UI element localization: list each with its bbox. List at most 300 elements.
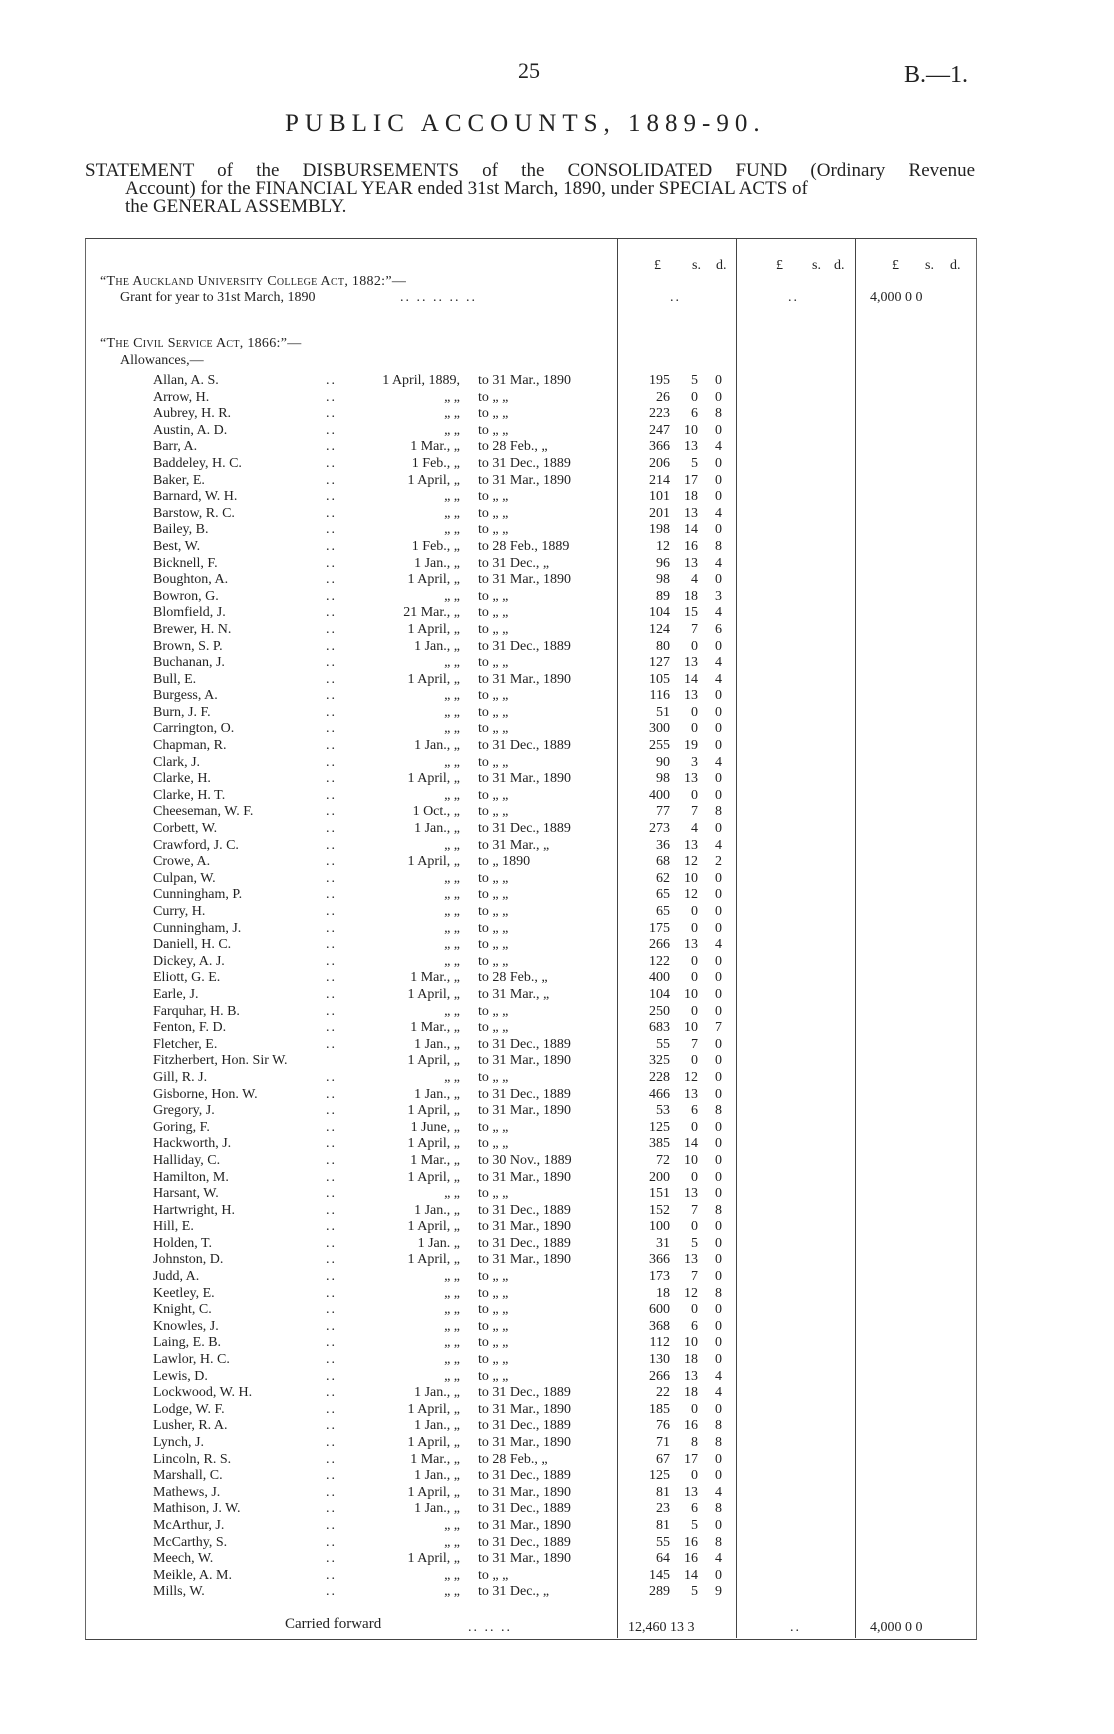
amount-pounds: 112 — [649, 1335, 670, 1351]
amount-pence: 0 — [715, 422, 722, 438]
amount-pounds: 214 — [649, 472, 670, 488]
table-row — [0, 489, 1114, 506]
period-from: „ „ — [444, 655, 460, 671]
amount-shillings: 13 — [684, 937, 698, 953]
amount-pounds: 101 — [649, 489, 670, 505]
period-from: 1 Jan., „ — [414, 1418, 460, 1434]
amount-shillings: 13 — [684, 1086, 698, 1102]
leader-dots: .. — [326, 787, 337, 803]
table-row — [0, 1236, 1114, 1253]
amount-pence: 4 — [715, 1551, 722, 1567]
amount-pence: 8 — [715, 804, 722, 820]
amount-pounds: 116 — [649, 688, 670, 704]
table-row — [0, 1004, 1114, 1021]
table-row — [0, 639, 1114, 656]
period-to: to „ „ — [478, 804, 509, 820]
table-row — [0, 1535, 1114, 1552]
payee-name: Daniell, H. C. — [153, 937, 232, 953]
table-row — [0, 1584, 1114, 1601]
period-from: „ „ — [444, 1069, 460, 1085]
payee-name: Eliott, G. E. — [153, 970, 221, 986]
amount-pence: 8 — [715, 1202, 722, 1218]
amount-pence: 0 — [715, 771, 722, 787]
amount-pounds: 273 — [649, 821, 670, 837]
leader-dots: .. — [326, 804, 337, 820]
amount-pounds: 289 — [649, 1584, 670, 1600]
amount-pence: 0 — [715, 1401, 722, 1417]
amount-pounds: 124 — [649, 621, 670, 637]
payee-name: Lockwood, W. H. — [153, 1385, 253, 1401]
amount-shillings: 0 — [691, 1169, 698, 1185]
auckland-act-heading: “The Auckland University College Act, 1882:”— — [100, 274, 407, 289]
period-to: to 31 Dec., 1889 — [478, 1534, 571, 1550]
amount-shillings: 4 — [691, 821, 698, 837]
period-to: to „ „ — [478, 904, 509, 919]
amount-shillings: 6 — [691, 1501, 698, 1517]
amount-pounds: 31 — [656, 1235, 670, 1251]
amount-pounds: 198 — [649, 522, 670, 538]
amount-shillings: 16 — [684, 1418, 698, 1434]
table-row — [0, 1170, 1114, 1187]
amount-pence: 0 — [715, 1335, 722, 1351]
payee-name: Goring, F. — [153, 1119, 210, 1135]
payee-name: Baddeley, H. C. — [153, 455, 242, 471]
table-row — [0, 506, 1114, 523]
amount-pence: 0 — [715, 1468, 722, 1484]
payee-name: Crawford, J. C. — [153, 837, 239, 853]
period-from: „ „ — [444, 406, 460, 422]
table-row — [0, 1452, 1114, 1469]
amount-pounds: 325 — [649, 1053, 670, 1069]
amount-pence: 0 — [715, 455, 722, 471]
amount-pence: 3 — [715, 588, 722, 604]
payee-name: Culpan, W. — [153, 870, 216, 886]
amount-pence: 8 — [715, 406, 722, 422]
table-row — [0, 390, 1114, 407]
amount-pounds: 104 — [649, 986, 670, 1002]
leader-dots: .. — [326, 538, 337, 554]
table-row — [0, 622, 1114, 639]
amount-pounds: 62 — [656, 870, 670, 886]
amount-shillings: 17 — [684, 472, 698, 488]
leader-dots: .. — [326, 1285, 337, 1301]
period-to: to 31 Mar., 1890 — [478, 771, 571, 787]
table-row — [0, 589, 1114, 606]
table-row — [0, 970, 1114, 987]
payee-name: Lusher, R. A. — [153, 1418, 228, 1434]
amount-pence: 0 — [715, 1086, 722, 1102]
period-from: „ „ — [444, 422, 460, 438]
payee-name: Meikle, A. M. — [153, 1567, 232, 1583]
amount-pounds: 173 — [649, 1269, 670, 1285]
amount-pounds: 55 — [656, 1534, 670, 1550]
leader-dots: .. — [326, 621, 337, 637]
amount-shillings: 16 — [684, 1551, 698, 1567]
period-to: to „ „ — [478, 1335, 509, 1351]
leader-dots: .. — [326, 937, 337, 953]
table-row — [0, 1070, 1114, 1087]
period-to: to 31 Dec., 1889 — [478, 821, 571, 837]
period-to: to 28 Feb., „ — [478, 1451, 548, 1467]
period-to: to „ „ — [478, 1318, 509, 1334]
period-to: to 31 Dec., 1889 — [478, 1202, 571, 1218]
period-from: „ „ — [444, 837, 460, 853]
period-from: „ „ — [444, 1186, 460, 1202]
amount-pence: 0 — [715, 1003, 722, 1019]
amount-pence: 0 — [715, 1219, 722, 1235]
leader-dots: .. — [326, 455, 337, 471]
leader-dots: .. — [326, 1152, 337, 1168]
table-row — [0, 1369, 1114, 1386]
payee-name: Hamilton, M. — [153, 1169, 229, 1185]
leader-dots: .. — [326, 1036, 337, 1052]
amount-pence: 4 — [715, 671, 722, 687]
period-from: 1 April, „ — [407, 1252, 460, 1268]
period-from: „ „ — [444, 1269, 460, 1285]
period-from: „ „ — [444, 704, 460, 720]
leader-dots: .. — [326, 1352, 337, 1368]
period-to: to „ „ — [478, 1567, 509, 1583]
period-from: 1 Jan., „ — [414, 821, 460, 837]
amount-pence: 8 — [715, 1501, 722, 1517]
amount-pounds: 122 — [649, 953, 670, 969]
leader-dots: .. — [326, 555, 337, 571]
period-from: 1 April, „ — [407, 472, 460, 488]
leader-dots: .. — [326, 1534, 337, 1550]
period-from: 1 Jan., „ — [414, 1036, 460, 1052]
amount-pounds: 65 — [656, 887, 670, 903]
table-row — [0, 1385, 1114, 1402]
period-to: to „ „ — [478, 1302, 509, 1318]
amount-pence: 0 — [715, 953, 722, 969]
payee-name: Bowron, G. — [153, 588, 219, 604]
amount-pounds: 223 — [649, 406, 670, 422]
table-row — [0, 854, 1114, 871]
leader-dots: .. — [326, 1020, 337, 1036]
payee-name: Burn, J. F. — [153, 704, 211, 720]
payee-name: Laing, E. B. — [153, 1335, 222, 1351]
period-from: „ „ — [444, 870, 460, 886]
auckland-grant-amount: 4,000 0 0 — [870, 290, 923, 305]
auckland-col1-dots: .. — [670, 290, 681, 305]
amount-pounds: 77 — [656, 804, 670, 820]
leader-dots: .. — [326, 904, 337, 919]
table-row — [0, 1418, 1114, 1435]
amount-pence: 4 — [715, 505, 722, 521]
amount-pence: 6 — [715, 621, 722, 637]
amount-pounds: 300 — [649, 721, 670, 737]
period-from: 1 Mar., „ — [410, 1451, 460, 1467]
payee-name: Brewer, H. N. — [153, 621, 232, 637]
amount-shillings: 5 — [691, 1235, 698, 1251]
table-row — [0, 423, 1114, 440]
period-to: to 31 Mar., „ — [478, 986, 550, 1002]
period-from: 1 Mar., „ — [410, 970, 460, 986]
amount-pence: 0 — [715, 572, 722, 588]
period-to: to „ 1890 — [478, 854, 531, 870]
period-from: „ „ — [444, 688, 460, 704]
payee-name: Mathews, J. — [153, 1484, 221, 1500]
amount-pence: 0 — [715, 1517, 722, 1533]
period-from: 1 Jan., „ — [414, 1202, 460, 1218]
period-from: „ „ — [444, 887, 460, 903]
amount-shillings: 0 — [691, 721, 698, 737]
period-to: to 31 Dec., 1889 — [478, 1086, 571, 1102]
amount-shillings: 0 — [691, 1003, 698, 1019]
amount-pence: 4 — [715, 1484, 722, 1500]
carried-forward-col2-dots: .. — [790, 1620, 801, 1635]
amount-shillings: 7 — [691, 804, 698, 820]
amount-pounds: 127 — [649, 655, 670, 671]
amount-pence: 8 — [715, 1534, 722, 1550]
amount-shillings: 5 — [691, 373, 698, 388]
amount-pounds: 152 — [649, 1202, 670, 1218]
payee-name: Judd, A. — [153, 1269, 200, 1285]
amount-pence: 4 — [715, 754, 722, 770]
payee-name: Fitzherbert, Hon. Sir W. — [153, 1053, 288, 1069]
amount-pounds: 228 — [649, 1069, 670, 1085]
amount-pounds: 36 — [656, 837, 670, 853]
table-row — [0, 1120, 1114, 1137]
table-row — [0, 1352, 1114, 1369]
leader-dots: .. — [326, 1567, 337, 1583]
leader-dots: .. — [326, 738, 337, 754]
payee-name: Chapman, R. — [153, 738, 227, 754]
amount-pence: 0 — [715, 1053, 722, 1069]
table-row — [0, 1252, 1114, 1269]
col2-pence-header: d. — [834, 258, 845, 273]
amount-shillings: 0 — [691, 389, 698, 405]
amount-pounds: 466 — [649, 1086, 670, 1102]
period-to: to „ „ — [478, 1269, 509, 1285]
period-to: to 31 Dec., „ — [478, 555, 550, 571]
period-to: to „ „ — [478, 953, 509, 969]
period-to: to 31 Mar., 1890 — [478, 1103, 571, 1119]
amount-pence: 4 — [715, 655, 722, 671]
period-to: to „ „ — [478, 621, 509, 637]
period-from: 1 April, „ — [407, 1169, 460, 1185]
leader-dots: .. — [326, 837, 337, 853]
table-row — [0, 605, 1114, 622]
leader-dots: .. — [326, 1418, 337, 1434]
amount-pounds: 104 — [649, 605, 670, 621]
amount-pence: 0 — [715, 704, 722, 720]
period-to: to „ „ — [478, 406, 509, 422]
period-to: to 28 Feb., „ — [478, 970, 548, 986]
payee-name: Fenton, F. D. — [153, 1020, 227, 1036]
period-to: to 31 Mar., 1890 — [478, 1517, 571, 1533]
amount-pounds: 71 — [656, 1435, 670, 1450]
leader-dots: .. — [326, 1235, 337, 1251]
period-to: to „ „ — [478, 937, 509, 953]
amount-pounds: 400 — [649, 970, 670, 986]
amount-shillings: 5 — [691, 1584, 698, 1600]
period-from: „ „ — [444, 721, 460, 737]
payee-name: Best, W. — [153, 538, 201, 554]
amount-shillings: 14 — [684, 671, 698, 687]
payee-name: Harsant, W. — [153, 1186, 219, 1202]
period-to: to 31 Mar., 1890 — [478, 373, 571, 388]
leader-dots: .. — [326, 1202, 337, 1218]
intro-line-3: the GENERAL ASSEMBLY. — [125, 196, 347, 217]
leader-dots: .. — [326, 1069, 337, 1085]
amount-pounds: 81 — [656, 1517, 670, 1533]
carried-forward-leader: .. .. .. — [468, 1620, 512, 1635]
period-to: to „ „ — [478, 1119, 509, 1135]
amount-shillings: 13 — [684, 837, 698, 853]
document-reference: B.—1. — [904, 62, 969, 88]
amount-pence: 2 — [715, 854, 722, 870]
table-row — [0, 1020, 1114, 1037]
col3-shilling-header: s. — [925, 258, 934, 273]
amount-pence: 8 — [715, 1435, 722, 1450]
amount-pence: 0 — [715, 472, 722, 488]
period-to: to „ „ — [478, 688, 509, 704]
leader-dots: .. — [326, 821, 337, 837]
period-from: 1 April, „ — [407, 1435, 460, 1450]
period-to: to 31 Dec., 1889 — [478, 738, 571, 754]
leader-dots: .. — [326, 887, 337, 903]
payee-name: Curry, H. — [153, 904, 206, 919]
amount-shillings: 7 — [691, 1202, 698, 1218]
leader-dots: .. — [326, 671, 337, 687]
amount-pounds: 200 — [649, 1169, 670, 1185]
period-from: „ „ — [444, 1352, 460, 1368]
amount-pounds: 125 — [649, 1468, 670, 1484]
amount-shillings: 19 — [684, 738, 698, 754]
period-to: to 31 Dec., 1889 — [478, 1501, 571, 1517]
payee-name: Halliday, C. — [153, 1152, 221, 1168]
amount-shillings: 14 — [684, 522, 698, 538]
intro-line-1: STATEMENT of the DISBURSEMENTS of the CONSOLIDATED FUND (Ordinary Revenue — [85, 160, 975, 181]
carried-forward-col3-amount: 4,000 0 0 — [870, 1620, 923, 1635]
period-to: to „ „ — [478, 721, 509, 737]
amount-pounds: 366 — [649, 1252, 670, 1268]
period-from: 1 April, „ — [407, 771, 460, 787]
leader-dots: .. — [326, 422, 337, 438]
amount-shillings: 13 — [684, 655, 698, 671]
page-number: 25 — [518, 58, 540, 83]
amount-pounds: 76 — [656, 1418, 670, 1434]
amount-pence: 0 — [715, 522, 722, 538]
leader-dots: .. — [326, 1269, 337, 1285]
amount-pounds: 683 — [649, 1020, 670, 1036]
amount-pounds: 90 — [656, 754, 670, 770]
amount-pence: 0 — [715, 738, 722, 754]
leader-dots: .. — [326, 1103, 337, 1119]
leader-dots: .. — [326, 704, 337, 720]
leader-dots: .. — [326, 505, 337, 521]
leader-dots: .. — [326, 754, 337, 770]
period-from: 1 Jan., „ — [414, 1385, 460, 1401]
amount-shillings: 13 — [684, 1484, 698, 1500]
amount-pence: 0 — [715, 887, 722, 903]
period-from: „ „ — [444, 588, 460, 604]
leader-dots: .. — [326, 721, 337, 737]
table-row — [0, 556, 1114, 573]
period-to: to „ „ — [478, 605, 509, 621]
amount-pounds: 26 — [656, 389, 670, 405]
payee-name: Lewis, D. — [153, 1368, 208, 1384]
period-from: 1 April, „ — [407, 1484, 460, 1500]
period-from: 1 Jan., „ — [414, 1468, 460, 1484]
table-row — [0, 1568, 1114, 1585]
leader-dots: .. — [326, 1551, 337, 1567]
leader-dots: .. — [326, 854, 337, 870]
table-row — [0, 821, 1114, 838]
table-row — [0, 1186, 1114, 1203]
amount-shillings: 12 — [684, 854, 698, 870]
leader-dots: .. — [326, 1086, 337, 1102]
payee-name: Bull, E. — [153, 671, 197, 687]
amount-shillings: 12 — [684, 1069, 698, 1085]
leader-dots: .. — [326, 489, 337, 505]
amount-shillings: 13 — [684, 439, 698, 455]
period-from: „ „ — [444, 1517, 460, 1533]
table-row — [0, 1203, 1114, 1220]
amount-pounds: 250 — [649, 1003, 670, 1019]
payee-name: Barr, A. — [153, 439, 198, 455]
amount-pounds: 22 — [656, 1385, 670, 1401]
payee-name: Blomfield, J. — [153, 605, 226, 621]
amount-shillings: 0 — [691, 920, 698, 936]
amount-pence: 0 — [715, 920, 722, 936]
auckland-grant-line: Grant for year to 31st March, 1890 — [120, 290, 316, 305]
period-from: „ „ — [444, 937, 460, 953]
amount-shillings: 0 — [691, 787, 698, 803]
table-row — [0, 373, 1114, 390]
allowances-list — [0, 373, 1114, 1601]
amount-shillings: 10 — [684, 986, 698, 1002]
period-from: 1 April, „ — [407, 1219, 460, 1235]
period-to: to 31 Mar., 1890 — [478, 1053, 571, 1069]
period-from: „ „ — [444, 522, 460, 538]
period-to: to 31 Dec., „ — [478, 1584, 550, 1600]
period-to: to 31 Mar., 1890 — [478, 1401, 571, 1417]
payee-name: Hill, E. — [153, 1219, 194, 1235]
payee-name: Clarke, H. T. — [153, 787, 226, 803]
table-row — [0, 1286, 1114, 1303]
period-from: „ „ — [444, 1335, 460, 1351]
table-row — [0, 871, 1114, 888]
leader-dots: .. — [326, 1003, 337, 1019]
amount-pounds: 185 — [649, 1401, 670, 1417]
amount-shillings: 18 — [684, 1352, 698, 1368]
amount-shillings: 7 — [691, 1269, 698, 1285]
amount-pounds: 151 — [649, 1186, 670, 1202]
amount-shillings: 15 — [684, 605, 698, 621]
table-row — [0, 1087, 1114, 1104]
payee-name: Lynch, J. — [153, 1435, 204, 1450]
period-to: to 31 Mar., 1890 — [478, 1435, 571, 1450]
amount-pence: 0 — [715, 1318, 722, 1334]
payee-name: Earle, J. — [153, 986, 199, 1002]
period-to: to „ „ — [478, 655, 509, 671]
amount-pence: 0 — [715, 373, 722, 388]
period-from: 1 Feb., „ — [411, 538, 460, 554]
table-row — [0, 838, 1114, 855]
table-row — [0, 1053, 1114, 1070]
period-from: „ „ — [444, 787, 460, 803]
table-row — [0, 1269, 1114, 1286]
payee-name: Mills, W. — [153, 1584, 205, 1600]
civil-service-act-heading: “The Civil Service Act, 1866:”— — [100, 336, 302, 351]
table-row — [0, 672, 1114, 689]
amount-pence: 8 — [715, 1103, 722, 1119]
payee-name: Barstow, R. C. — [153, 505, 235, 521]
amount-pounds: 105 — [649, 671, 670, 687]
amount-pence: 8 — [715, 538, 722, 554]
